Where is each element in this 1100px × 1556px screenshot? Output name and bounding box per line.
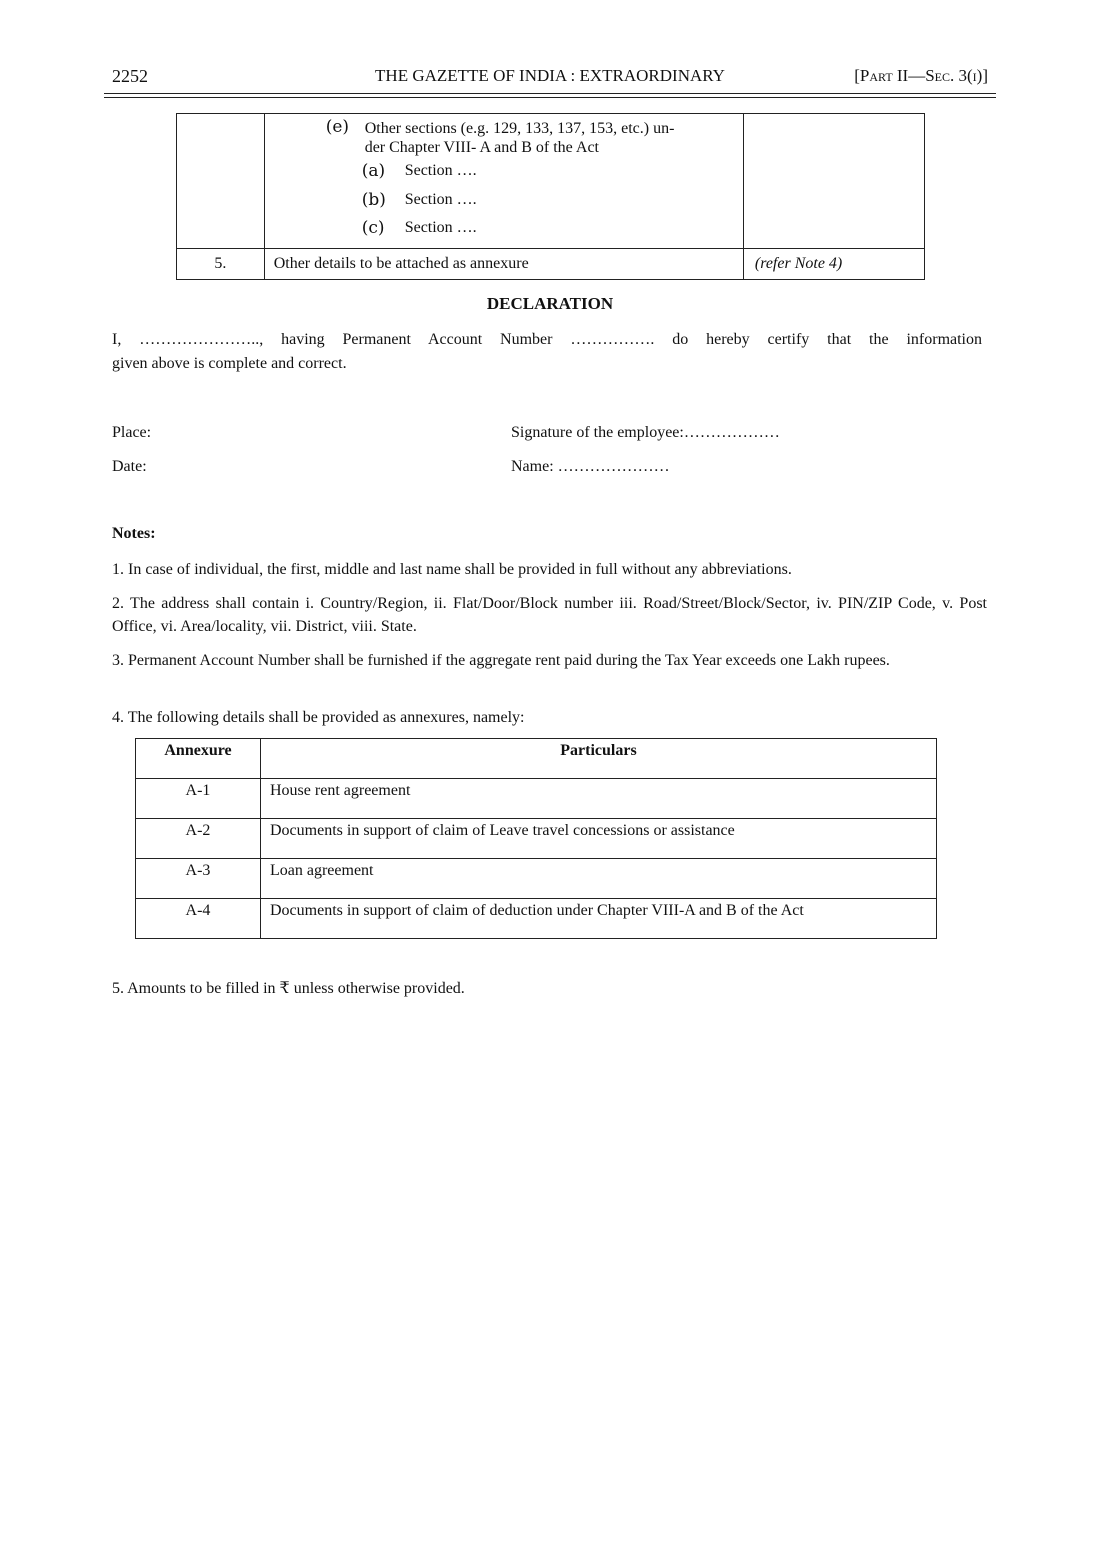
sub-item-marker: (a)	[361, 161, 386, 181]
note-4: 4. The following details shall be provided as annexures, namely:	[112, 709, 525, 726]
annexure-particulars: Documents in support of claim of deduction under Chapter VIII-A and B of the Act	[261, 899, 937, 939]
declaration-title: DECLARATION	[486, 294, 614, 313]
annexure-id: A-1	[136, 779, 261, 819]
annexure-particulars: Documents in support of claim of Leave travel concessions or assistance	[261, 819, 937, 859]
gazette-title: THE GAZETTE OF INDIA : EXTRAORDINARY	[375, 66, 725, 85]
sub-item-b	[265, 186, 743, 215]
declaration-line-2: given above is complete and correct.	[112, 355, 347, 372]
table-row	[136, 859, 937, 899]
form-table	[176, 113, 925, 280]
name-label: Name: …………………	[511, 458, 670, 475]
place-label: Place:	[112, 424, 152, 441]
item-e-line-1: Other sections (e.g. 129, 133, 137, 153, etc.) un-	[364, 120, 675, 137]
header-annexure: Annexure	[136, 739, 261, 779]
table-row	[177, 114, 925, 249]
table-row	[136, 779, 937, 819]
annexure-id: A-3	[136, 859, 261, 899]
annexure-id: A-2	[136, 819, 261, 859]
row-note: (refer Note 4)	[743, 249, 924, 280]
table-cell-particulars	[264, 114, 743, 249]
sub-item-marker: (c)	[361, 218, 385, 238]
item-e	[265, 114, 743, 157]
table-cell-number	[177, 114, 265, 249]
part-section: [Part II—Sec. 3(i)]	[854, 66, 988, 85]
notes-heading: Notes:	[112, 525, 156, 542]
item-e-line-2: der Chapter VIII- A and B of the Act	[364, 139, 599, 156]
sub-item-marker: (b)	[361, 189, 386, 210]
table-header-row	[136, 739, 937, 779]
note-3: 3. Permanent Account Number shall be furnished if the aggregate rent paid during the Tax Year exceeds one Lakh rupees.	[112, 652, 890, 669]
sub-item-text: Section ….	[404, 190, 477, 208]
declaration-line-1: I, ………………….., having Permanent Account Number ……………. do hereby certify that the information	[112, 331, 982, 348]
table-row	[136, 819, 937, 859]
header-rule-secondary	[104, 97, 996, 98]
annexure-table	[135, 738, 937, 939]
sub-item-text: Section ….	[404, 219, 477, 236]
row-text: Other details to be attached as annexure	[264, 249, 743, 280]
table-cell-amount	[743, 114, 924, 249]
table-row	[136, 899, 937, 939]
header-rule	[104, 93, 996, 94]
signature-label: Signature of the employee:………………	[511, 424, 780, 441]
table-row	[177, 249, 925, 280]
annexure-particulars: Loan agreement	[261, 859, 937, 899]
date-label: Date:	[112, 458, 147, 475]
sub-item-a	[265, 157, 743, 186]
item-e-marker: (e)	[325, 117, 350, 137]
note-2: 2. The address shall contain i. Country/Region, ii. Flat/Door/Block number iii. Road/Street/Block/Sector, iv. PIN/ZIP Code, v. Post Office, vi. Area/locality, vii. District, viii. State.	[112, 595, 987, 635]
sub-item-text: Section ….	[404, 162, 477, 179]
annexure-particulars: House rent agreement	[261, 779, 937, 819]
note-1: 1. In case of individual, the first, middle and last name shall be provided in full without any abbreviations.	[112, 561, 792, 578]
note-5: 5. Amounts to be filled in ₹ unless otherwise provided.	[112, 980, 465, 997]
page-number: 2252	[112, 66, 148, 86]
row-number: 5.	[177, 249, 265, 280]
sub-item-c	[265, 214, 743, 243]
header-particulars: Particulars	[261, 739, 937, 779]
annexure-id: A-4	[136, 899, 261, 939]
